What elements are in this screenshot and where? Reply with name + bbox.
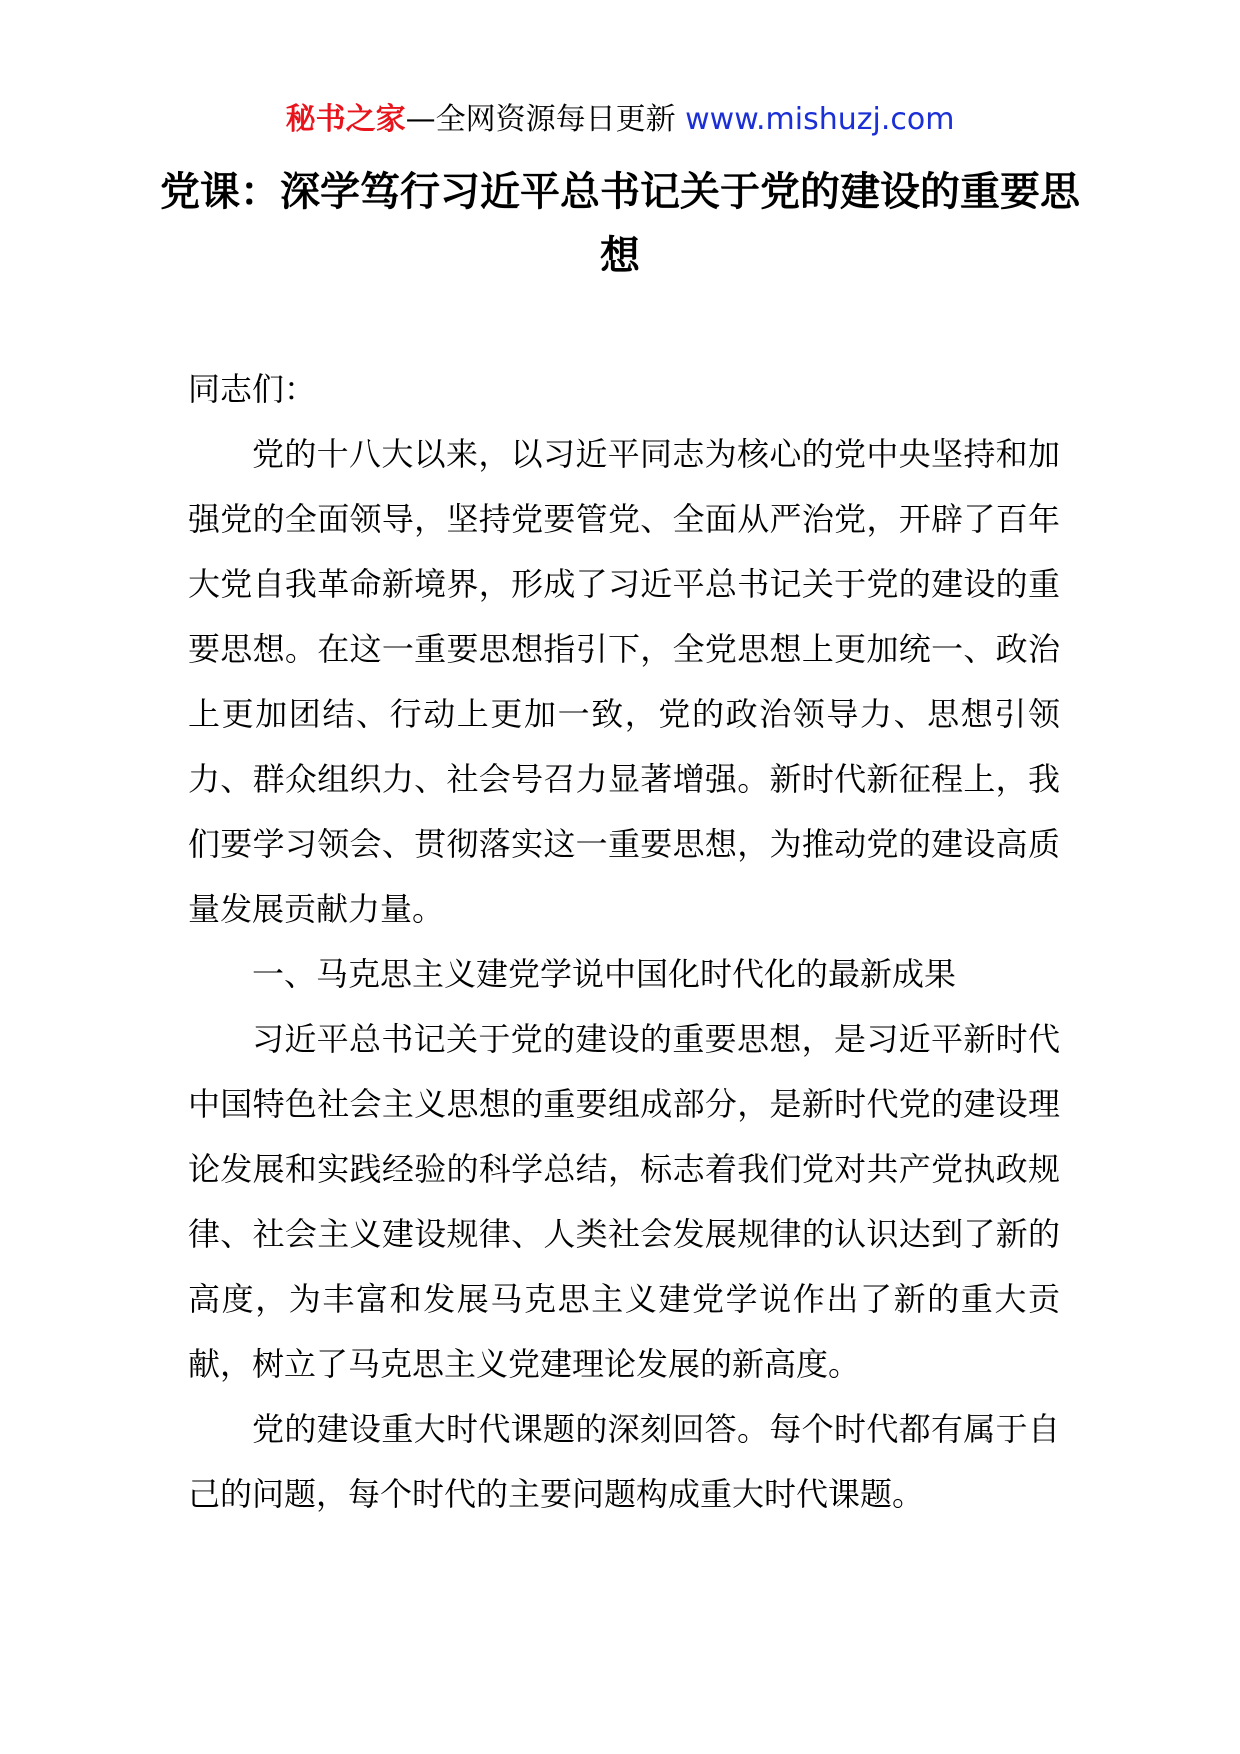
body-paragraph: 党的建设重大时代课题的深刻回答。每个时代都有属于自己的问题，每个时代的主要问题构成重大时代课题。 — [188, 1410, 1060, 1513]
salutation: 同志们： — [188, 370, 317, 408]
document-body — [188, 357, 1060, 1527]
site-header — [0, 98, 1240, 142]
body-paragraph: 习近平总书记关于党的建设的重要思想，是习近平新时代中国特色社会主义思想的重要组成部分，是新时代党的建设理论发展和实践经验的科学总结，标志着我们党对共产党执政规律、社会主义建设规律、人类社会发展规律的认识达到了新的高度，为丰富和发展马克思主义建党学说作出了新的重大贡献，树立了马克思主义党建理论发展的新高度。 — [188, 1020, 1060, 1383]
brand-name: 秘书之家 — [285, 102, 406, 137]
section-heading: 一、马克思主义建党学说中国化时代化的最新成果 — [252, 955, 957, 993]
document-title: 党课：深学笃行习近平总书记关于党的建设的重要思想 — [160, 169, 1080, 279]
site-url: www.mishuzj.com — [685, 102, 955, 137]
body-paragraph: 党的十八大以来，以习近平同志为核心的党中央坚持和加强党的全面领导，坚持党要管党、全面从严治党，开辟了百年大党自我革命新境界，形成了习近平总书记关于党的建设的重要思想。在这一重要思想指引下，全党思想上更加统一、政治上更加团结、行动上更加一致，党的政治领导力、思想引领力、群众组织力、社会号召力显著增强。新时代新征程上，我们要学习领会、贯彻落实这一重要思想，为推动党的建设高质量发展贡献力量。 — [188, 435, 1060, 928]
header-tagline: —全网资源每日更新 — [405, 102, 676, 137]
